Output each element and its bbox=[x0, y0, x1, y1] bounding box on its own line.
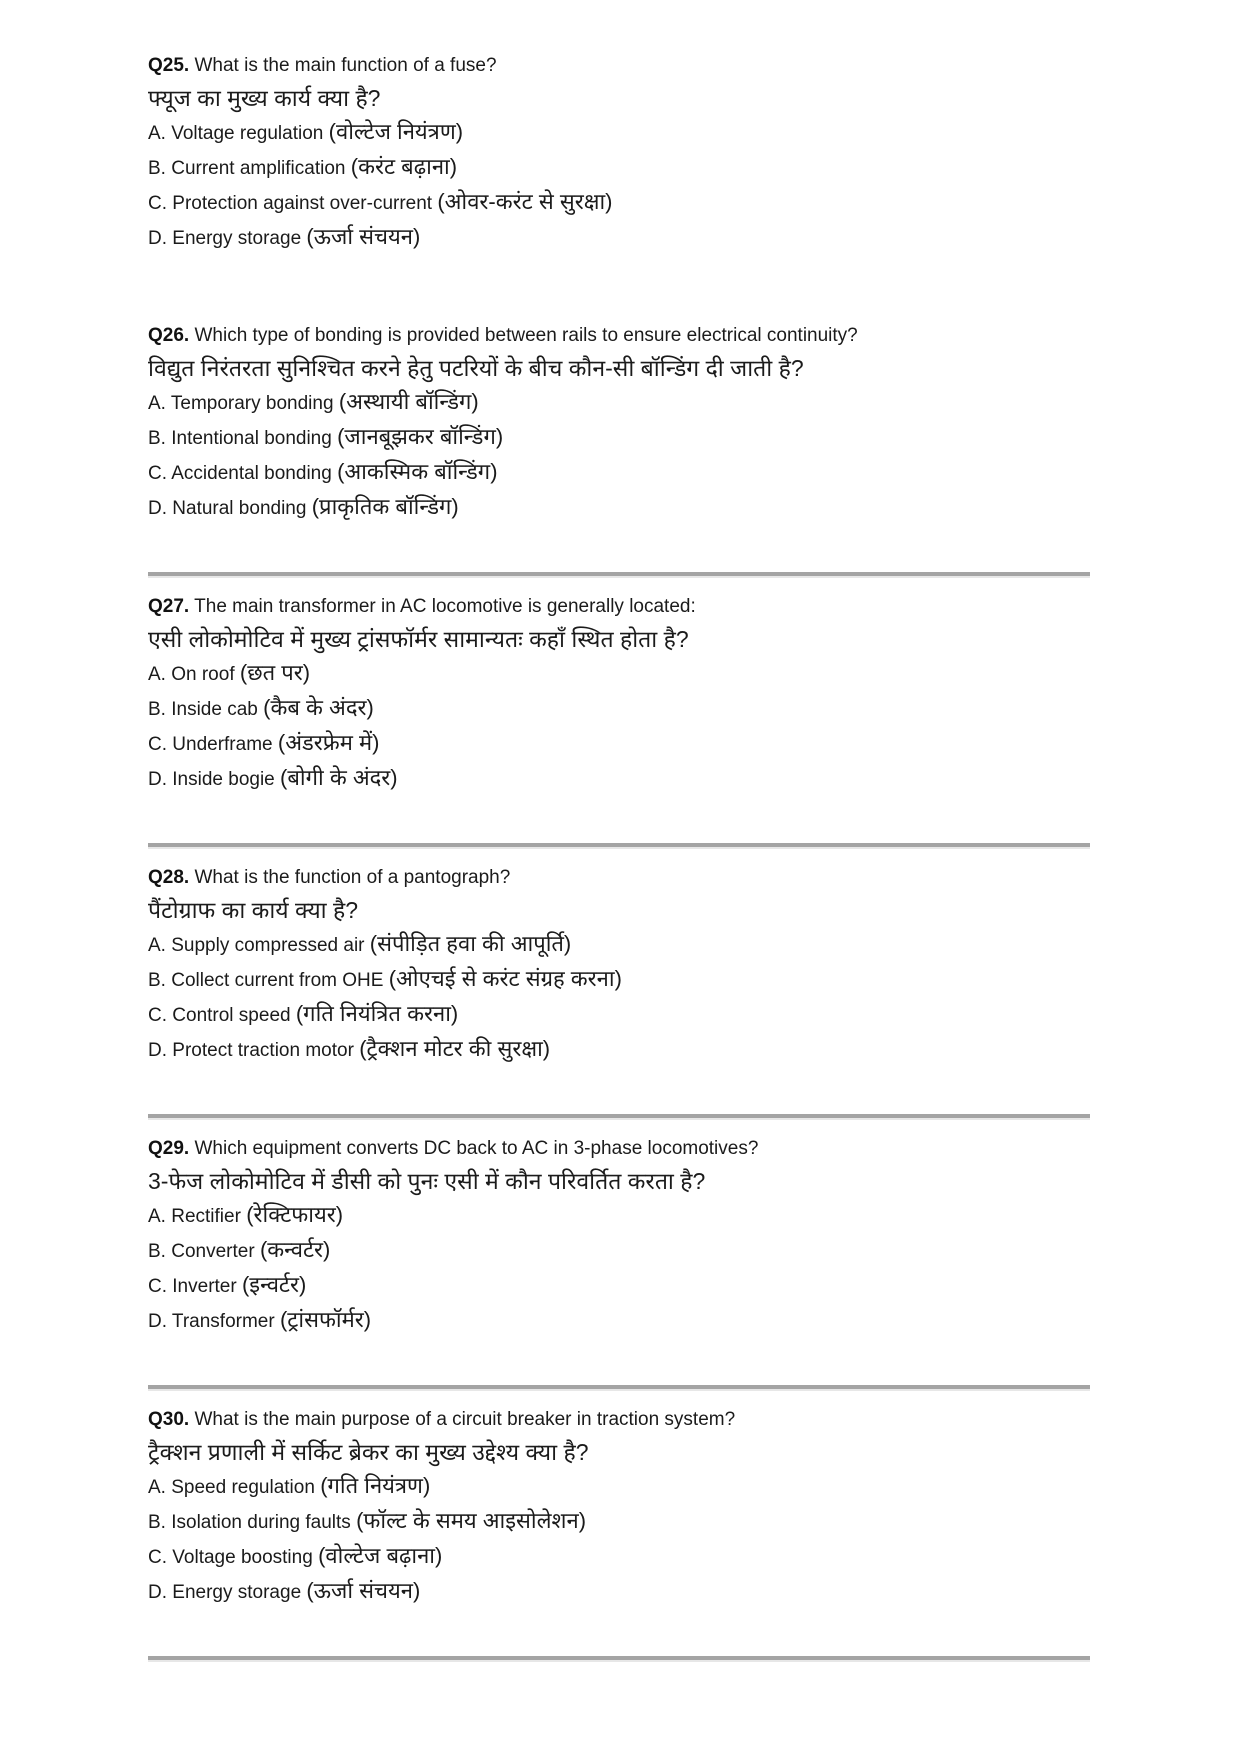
section-divider bbox=[148, 1656, 1090, 1662]
question-english-text: What is the main function of a fuse? bbox=[194, 55, 497, 76]
option-d bbox=[148, 220, 1090, 255]
option-c-hindi: (आकस्मिक बॉन्डिंग) bbox=[337, 459, 498, 484]
option-a-hindi: (गति नियंत्रण) bbox=[320, 1473, 431, 1498]
option-c-hindi: (ओवर-करंट से सुरक्षा) bbox=[437, 189, 613, 214]
question-block bbox=[148, 1132, 1090, 1391]
question-number: Q26. bbox=[148, 325, 190, 346]
section-divider bbox=[148, 1385, 1090, 1391]
question-block bbox=[148, 590, 1090, 849]
option-d-hindi: (ऊर्जा संचयन) bbox=[306, 224, 421, 249]
option-c-hindi: (इन्वर्टर) bbox=[241, 1272, 307, 1297]
option-b bbox=[148, 691, 1090, 726]
option-d bbox=[148, 1303, 1090, 1338]
option-c-hindi: (गति नियंत्रित करना) bbox=[295, 1001, 459, 1026]
option-b-english: B. Current amplification bbox=[148, 158, 351, 179]
option-a-hindi: (अस्थायी बॉन्डिंग) bbox=[338, 389, 479, 414]
option-b-hindi: (ओएचई से करंट संग्रह करना) bbox=[388, 966, 622, 991]
option-d bbox=[148, 761, 1090, 796]
question-english-text: What is the function of a pantograph? bbox=[194, 867, 511, 888]
option-c-english: C. Underframe bbox=[148, 734, 278, 755]
question-number: Q25. bbox=[148, 55, 190, 76]
option-a bbox=[148, 656, 1090, 691]
option-b-english: B. Inside cab bbox=[148, 699, 264, 720]
option-d-hindi: (बोगी के अंदर) bbox=[280, 765, 398, 790]
option-a-english: A. On roof bbox=[148, 664, 240, 685]
question-block bbox=[148, 49, 1090, 255]
question-english-text: Which equipment converts DC back to AC in 3-phase locomotives? bbox=[194, 1138, 759, 1159]
option-b-hindi: (जानबूझकर बॉन्डिंग) bbox=[337, 424, 504, 449]
option-d-english: D. Energy storage bbox=[148, 228, 307, 249]
option-b-hindi: (करंट बढ़ाना) bbox=[350, 154, 458, 179]
option-d-english: D. Transformer bbox=[148, 1311, 280, 1332]
option-d-english: D. Inside bogie bbox=[148, 769, 281, 790]
question-number: Q27. bbox=[148, 596, 190, 617]
question-text-en bbox=[148, 49, 1090, 82]
option-b-english: B. Converter bbox=[148, 1241, 260, 1262]
option-a-english: A. Temporary bonding bbox=[148, 393, 339, 414]
question-text-hi: ट्रैक्शन प्रणाली में सर्किट ब्रेकर का मुख्य उद्देश्य क्या है? bbox=[148, 1439, 589, 1465]
option-a bbox=[148, 1198, 1090, 1233]
option-a-english: A. Supply compressed air bbox=[148, 935, 370, 956]
question-text-en bbox=[148, 1403, 1090, 1436]
option-b bbox=[148, 1233, 1090, 1268]
option-a bbox=[148, 927, 1090, 962]
option-d-hindi: (ट्रैक्शन मोटर की सुरक्षा) bbox=[359, 1036, 551, 1061]
option-a-hindi: (वोल्टेज नियंत्रण) bbox=[328, 119, 464, 144]
question-english-text: What is the main purpose of a circuit breaker in traction system? bbox=[194, 1409, 736, 1430]
question-text-hi: विद्युत निरंतरता सुनिश्चित करने हेतु पटरियों के बीच कौन-सी बॉन्डिंग दी जाती है? bbox=[148, 355, 804, 381]
option-c-english: C. Accidental bonding bbox=[148, 463, 338, 484]
option-c-hindi: (अंडरफ्रेम में) bbox=[277, 730, 380, 755]
option-b bbox=[148, 1504, 1090, 1539]
option-c-english: C. Control speed bbox=[148, 1005, 296, 1026]
option-b-english: B. Isolation during faults bbox=[148, 1512, 357, 1533]
option-a bbox=[148, 385, 1090, 420]
question-text-en bbox=[148, 1132, 1090, 1165]
question-text-hi: पैंटोग्राफ का कार्य क्या है? bbox=[148, 897, 359, 923]
option-a-english: A. Speed regulation bbox=[148, 1477, 321, 1498]
option-c bbox=[148, 1268, 1090, 1303]
section-divider bbox=[148, 1114, 1090, 1120]
option-c-english: C. Voltage boosting bbox=[148, 1547, 319, 1568]
option-c bbox=[148, 726, 1090, 761]
option-b-hindi: (कैब के अंदर) bbox=[263, 695, 374, 720]
option-c-english: C. Protection against over-current bbox=[148, 193, 438, 214]
option-b bbox=[148, 962, 1090, 997]
questions-list bbox=[148, 49, 1090, 1662]
question-text-hi: 3-फेज लोकोमोटिव में डीसी को पुनः एसी में कौन परिवर्तित करता है? bbox=[148, 1168, 706, 1194]
option-a-hindi: (संपीड़ित हवा की आपूर्ति) bbox=[369, 931, 572, 956]
option-b bbox=[148, 420, 1090, 455]
question-block bbox=[148, 1403, 1090, 1662]
question-text-hi: फ्यूज का मुख्य कार्य क्या है? bbox=[148, 85, 381, 111]
option-a bbox=[148, 115, 1090, 150]
question-text-hi: एसी लोकोमोटिव में मुख्य ट्रांसफॉर्मर सामान्यतः कहाँ स्थित होता है? bbox=[148, 626, 689, 652]
question-number: Q30. bbox=[148, 1409, 190, 1430]
option-a-hindi: (छत पर) bbox=[239, 660, 311, 685]
option-b bbox=[148, 150, 1090, 185]
option-c bbox=[148, 1539, 1090, 1574]
option-c-hindi: (वोल्टेज बढ़ाना) bbox=[318, 1543, 443, 1568]
question-block bbox=[148, 319, 1090, 578]
option-c bbox=[148, 455, 1090, 490]
option-d-english: D. Energy storage bbox=[148, 1582, 307, 1603]
option-a-hindi: (रेक्टिफायर) bbox=[246, 1202, 344, 1227]
question-text-en bbox=[148, 590, 1090, 623]
option-d bbox=[148, 1574, 1090, 1609]
option-d-hindi: (ट्रांसफॉर्मर) bbox=[279, 1307, 372, 1332]
question-number: Q28. bbox=[148, 867, 190, 888]
question-text-en bbox=[148, 319, 1090, 352]
option-b-english: B. Collect current from OHE bbox=[148, 970, 389, 991]
option-a-english: A. Voltage regulation bbox=[148, 123, 329, 144]
option-a bbox=[148, 1469, 1090, 1504]
option-c bbox=[148, 185, 1090, 220]
option-b-hindi: (फॉल्ट के समय आइसोलेशन) bbox=[356, 1508, 587, 1533]
question-english-text: The main transformer in AC locomotive is generally located: bbox=[194, 596, 696, 617]
question-number: Q29. bbox=[148, 1138, 190, 1159]
section-divider bbox=[148, 843, 1090, 849]
option-d-hindi: (ऊर्जा संचयन) bbox=[306, 1578, 421, 1603]
option-d bbox=[148, 1032, 1090, 1067]
option-d-hindi: (प्राकृतिक बॉन्डिंग) bbox=[311, 494, 459, 519]
option-c bbox=[148, 997, 1090, 1032]
option-d-english: D. Natural bonding bbox=[148, 498, 312, 519]
option-b-hindi: (कन्वर्टर) bbox=[259, 1237, 331, 1262]
option-d bbox=[148, 490, 1090, 525]
option-d-english: D. Protect traction motor bbox=[148, 1040, 360, 1061]
question-english-text: Which type of bonding is provided between rails to ensure electrical continuity? bbox=[194, 325, 858, 346]
option-b-english: B. Intentional bonding bbox=[148, 428, 338, 449]
question-block bbox=[148, 861, 1090, 1120]
section-divider bbox=[148, 572, 1090, 578]
question-text-en bbox=[148, 861, 1090, 894]
option-c-english: C. Inverter bbox=[148, 1276, 242, 1297]
option-a-english: A. Rectifier bbox=[148, 1206, 247, 1227]
